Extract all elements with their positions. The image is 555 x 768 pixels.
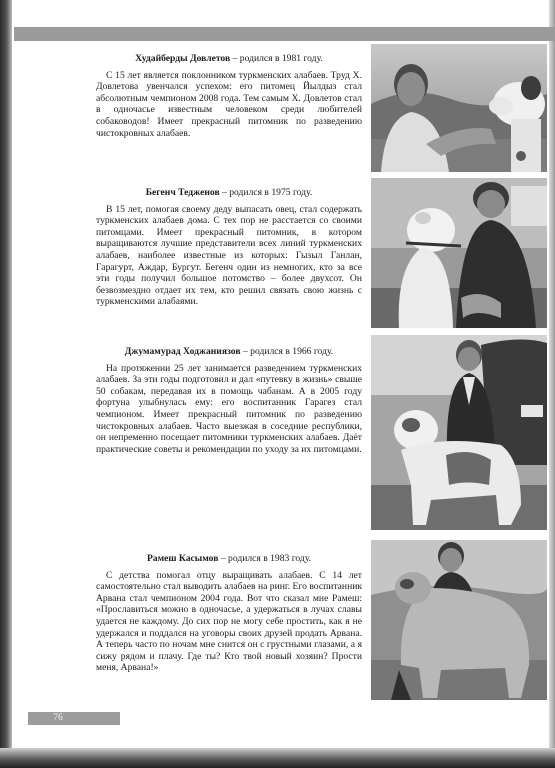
profile-paragraph: На протяжении 25 лет занимается разведением туркменских алабаев. За эти годы подготовил и дал «путевку в жизнь» свыше 50 собакам, передавая их в помощь чабанам. А в 2005 году фортуна улыбнулась ему: его воспитанник Гарагез стал чемпионом. Имеет прекрасный питомник по разведению чистокровных алабаев. Часто выезжая в соседние республики, он непременно посещает питомники туркменских алабаев. Даёт практические советы и рекомендации по уходу за их питомцами. xyxy=(96,362,362,455)
page-number: 76 xyxy=(53,713,63,723)
profile-birth: – родился в 1975 году. xyxy=(219,187,313,198)
photo-image xyxy=(371,178,547,328)
photo-kasymov xyxy=(371,540,547,700)
profile-name: Бегенч Теджeнов xyxy=(145,187,220,198)
profile-section-1 xyxy=(96,53,362,139)
profile-heading xyxy=(96,187,362,199)
page-footer-bar xyxy=(28,712,120,725)
book-binding-edge xyxy=(0,0,12,768)
header-band xyxy=(14,27,555,41)
photo-hodzhaniyazov xyxy=(371,335,547,530)
profile-name: Джумамурад Ходжаниязов xyxy=(124,346,241,357)
profile-birth: – родился в 1966 году. xyxy=(240,346,334,357)
profile-birth: – родился в 1981 году. xyxy=(230,53,323,64)
profile-heading xyxy=(96,346,362,358)
page-right-edge xyxy=(549,0,555,768)
profile-paragraph: С детства помогал отцу выращивать алабаев. С 14 лет самостоятельно стал выводить алабаев на ринг. Его воспитанник Арвана стал чемпионом 2004 года. Вот что сказал мне Рамеш: «Прославиться можно в одночасье, а удержаться в лучах славы удается не каждому. До сих пор не могу себе простить, как я не удержался и поддался на уговоры своих друзей продать Арвана. А теперь часто по ночам мне снится он с грустными глазами, а я сижу рядом и плачу. Где ты? Кто твой новый хозяин? Прости меня, Арвана!» xyxy=(96,569,362,674)
photo-image xyxy=(371,44,547,172)
profile-heading xyxy=(96,53,362,65)
photo-dovletov xyxy=(371,44,547,172)
profile-section-4 xyxy=(96,553,362,674)
profile-name: Худайберды Довлетов xyxy=(135,53,231,64)
profile-section-2 xyxy=(96,187,362,308)
photo-tedzhenov xyxy=(371,178,547,328)
profile-paragraph: В 15 лет, помогая своему деду выпасать овец, стал содержать туркменских алабаев дома. С тех пор не расстается со своими питомцами. Имеет прекрасный питомник, в котором выращиваются лучшие представители всех линий туркменских алабаев, наиболее известные из которых: Гызыл Ганлан, Гарагурт, Аждар, Бургут. Бегенч один из немногих, кто за все эти годы получил большое потомство – более двухсот. Он безвозмездно отдает их тем, кто решил связать свою жизнь с туркменскими алабаями. xyxy=(96,203,362,308)
photo-image xyxy=(371,335,547,530)
page-bottom-edge xyxy=(0,748,555,768)
photo-image xyxy=(371,540,547,700)
profile-heading xyxy=(96,553,362,565)
profile-paragraph: С 15 лет является поклонником туркменских алабаев. Труд Х. Довлетова увенчался успехом: его питомец Йылдыз стал абсолютным чемпионом 2008 года. Тем самым Х. Довлетов стал в одночасье известным человеком среди любителей собаководов! Имеет прекрасный питомник по разведению чистокровных алабаев. xyxy=(96,69,362,139)
profile-section-3 xyxy=(96,346,362,455)
profile-name: Рамеш Касымов xyxy=(146,553,219,564)
profile-birth: – родился в 1983 году. xyxy=(218,553,312,564)
